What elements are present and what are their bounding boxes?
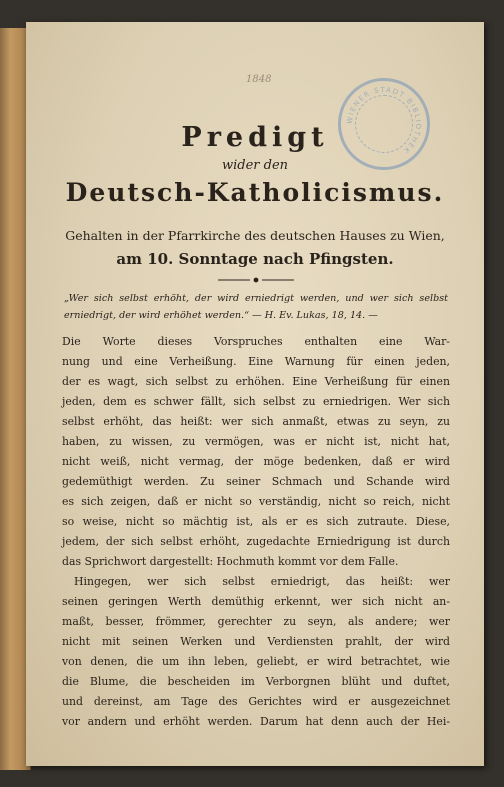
svg-text:WIENER STADT BIBLIOTHEK: WIENER STADT BIBLIOTHEK (345, 85, 423, 156)
page-title: Predigt (181, 122, 329, 153)
location-line: Gehalten in der Pfarrkirche des deutschen Hauses zu Wien, (65, 228, 445, 243)
epigraph (64, 290, 448, 324)
text-line: das Sprichwort dargestellt: Hochmuth kommt vor dem Falle. (62, 555, 399, 568)
text-line: haben, zu wissen, zu vermögen, was er nicht ist, nicht hat, (62, 435, 450, 448)
text-line: jeden, dem es schwer fällt, sich selbst zu erniedrigen. Wer sich (62, 395, 450, 408)
page-subtitle: wider den (221, 158, 289, 173)
text-line: die Blume, die bescheiden im Verborgnen blüht und duftet, (62, 675, 450, 688)
divider-ornament (216, 276, 296, 284)
sermon-text (62, 332, 450, 732)
epigraph-line: erniedrigt, der wird erhöhet werden.“ — H. Ev. Lukas, 18, 14. — (64, 310, 378, 321)
main-heading: Deutsch-Katholicismus. (65, 178, 445, 207)
text-line: selbst erhöht, das heißt: wer sich anmaßt, etwas zu seyn, zu (62, 415, 450, 428)
text-line: so weise, nicht so mächtig ist, als er es sich zutraute. Diese, (62, 515, 450, 528)
document-page (26, 22, 484, 766)
text-line: seinen geringen Werth demüthig erkennt, wer sich nicht an- (62, 595, 450, 608)
text-line: es sich zeigen, daß er nicht so verständig, nicht so reich, nicht (62, 495, 450, 508)
text-line: gedemüthigt werden. Zu seiner Schmach und Schande wird (62, 475, 450, 488)
text-line: Hingegen, wer sich selbst erniedrigt, das heißt: wer (74, 575, 450, 588)
text-line: maßt, besser, frömmer, gerechter zu seyn, als andere; wer (62, 615, 450, 628)
text-line: nicht mit seinen Werken und Verdiensten prahlt, der wird (62, 635, 450, 648)
date-line: am 10. Sonntage nach Pfingsten. (116, 250, 394, 268)
text-line: vor andern und erhöht werden. Darum hat denn auch der Hei- (62, 715, 450, 728)
text-line: der es wagt, sich selbst zu erhöhen. Eine Verheißung für einen (62, 375, 450, 388)
text-line: Die Worte dieses Vorspruches enthalten eine War- (62, 335, 450, 348)
text-line: und dereinst, am Tage des Gerichtes wird er ausgezeichnet (62, 695, 450, 708)
text-line: nicht weiß, nicht vermag, der möge bedenken, daß er wird (62, 455, 450, 468)
pencil-note: 1848 (246, 74, 272, 85)
epigraph-line: „Wer sich selbst erhöht, der wird erniedrigt werden, und wer sich selbst (64, 293, 448, 304)
text-line: jedem, der sich selbst erhöht, zugedachte Erniedrigung ist durch (62, 535, 450, 548)
text-line: nung und eine Verheißung. Eine Warnung für einen jeden, (62, 355, 450, 368)
text-line: von denen, die um ihn leben, geliebt, er wird betrachtet, wie (62, 655, 450, 668)
